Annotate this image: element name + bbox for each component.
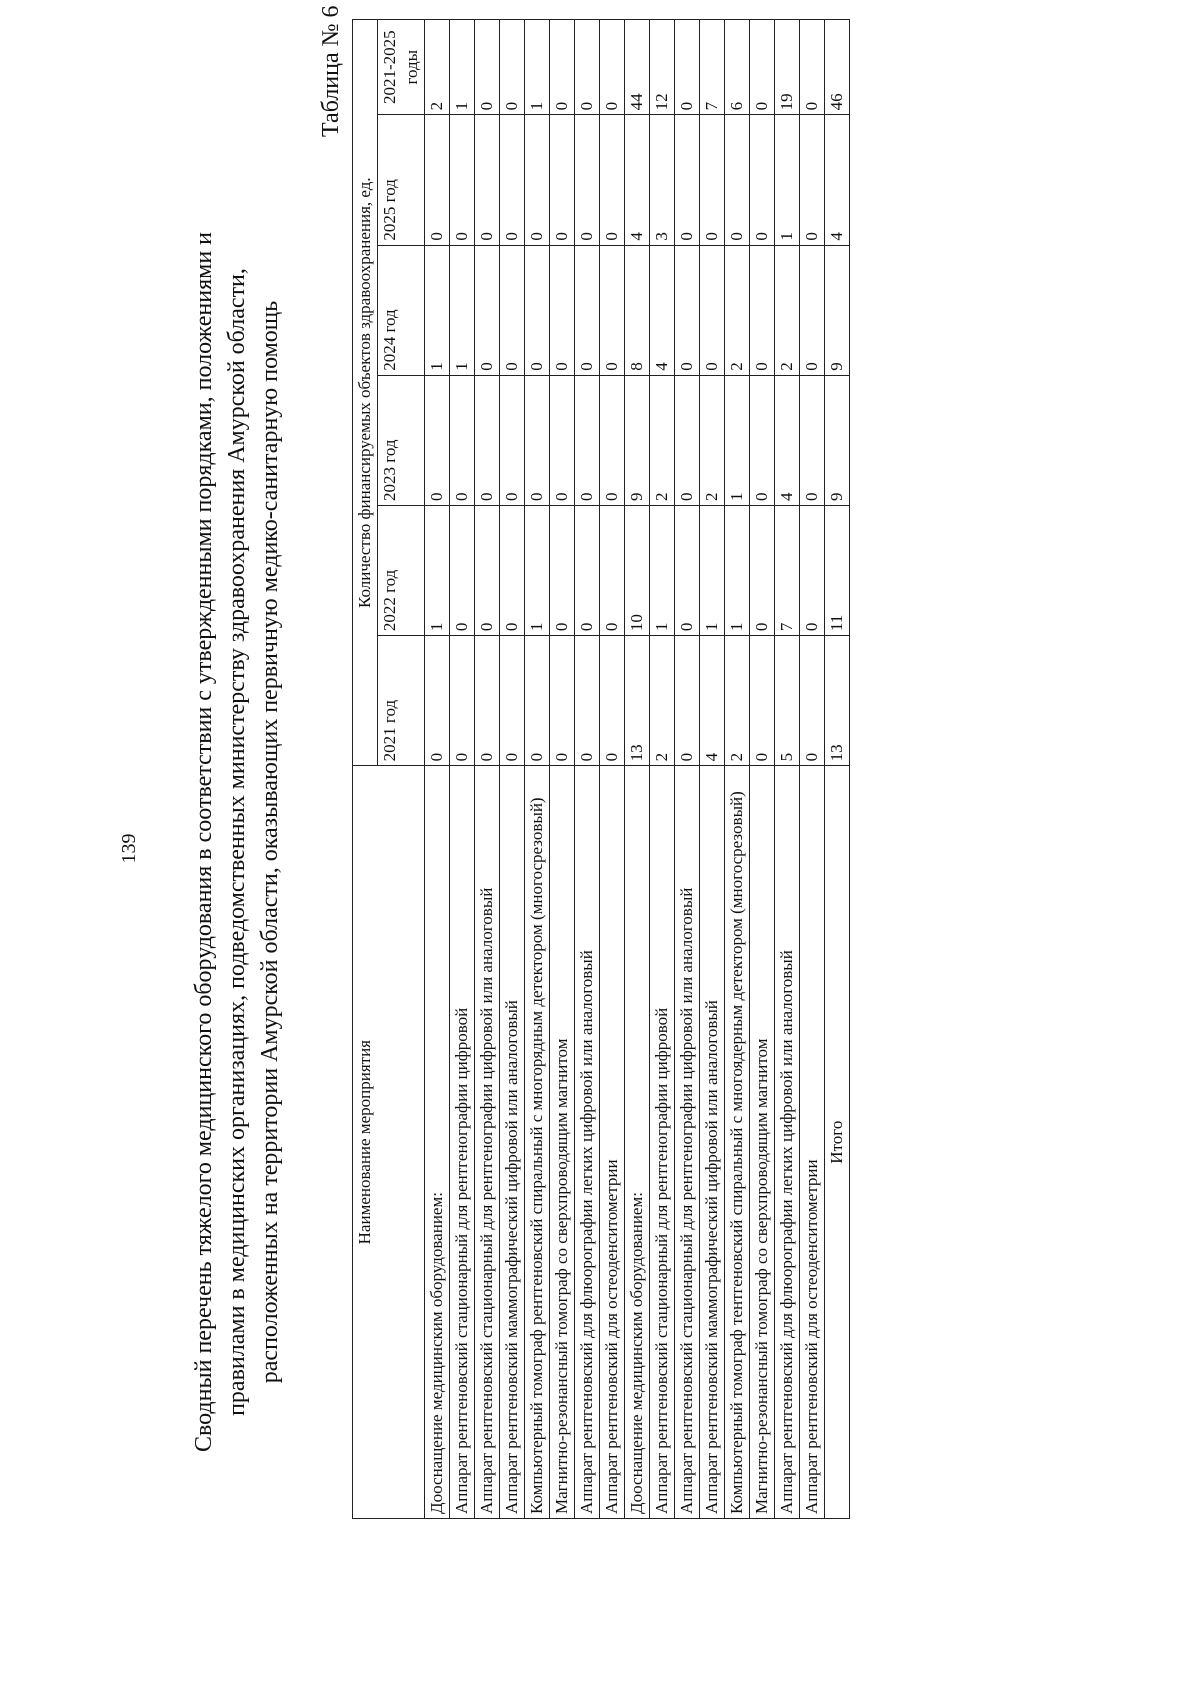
row-value: 0 bbox=[500, 375, 525, 505]
row-value: 2 bbox=[775, 245, 800, 375]
row-value: 1 bbox=[650, 505, 675, 635]
total-label: Итого bbox=[825, 766, 850, 1519]
row-value: 0 bbox=[750, 375, 775, 505]
row-value: 0 bbox=[425, 115, 450, 245]
row-value: 0 bbox=[525, 636, 550, 766]
row-value: 0 bbox=[500, 115, 525, 245]
row-name: Аппарат рентгеновский стационарный для рентгенографии цифровой или аналоговый bbox=[675, 766, 700, 1519]
table-row bbox=[750, 20, 775, 1519]
row-value: 2 bbox=[425, 20, 450, 115]
row-value: 4 bbox=[625, 115, 650, 245]
row-value: 2 bbox=[650, 375, 675, 505]
row-value: 0 bbox=[450, 375, 475, 505]
row-name: Компьютерный томограф рентгеновский спиральный с многорядным детектором (многосрезовый) bbox=[525, 766, 550, 1519]
header-year: 2025 год bbox=[378, 115, 425, 245]
header-year: 2021 год bbox=[378, 636, 425, 766]
table-row bbox=[500, 20, 525, 1519]
row-name: Магнитно-резонансный томограф со сверхпроводящим магнитом bbox=[550, 766, 575, 1519]
row-value: 1 bbox=[525, 20, 550, 115]
table-body bbox=[425, 20, 850, 1519]
row-value: 0 bbox=[475, 245, 500, 375]
document-title: Сводный перечень тяжелого медицинского оборудования в соответствии с утвержденными порядками, положениями и правилами в медицинских организациях, подведомственных министерству здравоохранения Амурской области, расположенных на территории Амурской области, оказывающих первичную медико-санитарную помощь bbox=[191, 231, 283, 1453]
table-row bbox=[650, 20, 675, 1519]
table-total-row bbox=[825, 20, 850, 1519]
row-value: 0 bbox=[675, 375, 700, 505]
row-name: Аппарат рентгеновский стационарный для рентгенографии цифровой или аналоговый bbox=[475, 766, 500, 1519]
row-name: Аппарат рентгеновский для остеоденситометрии bbox=[800, 766, 825, 1519]
header-year-total: 2021-2025 годы bbox=[378, 20, 425, 115]
row-value: 44 bbox=[625, 20, 650, 115]
row-value: 0 bbox=[475, 505, 500, 635]
row-value: 0 bbox=[750, 20, 775, 115]
table-row bbox=[450, 20, 475, 1519]
row-value: 12 bbox=[650, 20, 675, 115]
row-value: 0 bbox=[800, 115, 825, 245]
row-value: 0 bbox=[500, 636, 525, 766]
total-value: 11 bbox=[825, 505, 850, 635]
table-label: Таблица № 6 bbox=[318, 5, 344, 137]
row-value: 0 bbox=[450, 505, 475, 635]
table-row bbox=[575, 20, 600, 1519]
header-year: 2022 год bbox=[378, 505, 425, 635]
row-value: 0 bbox=[800, 375, 825, 505]
table-row bbox=[725, 20, 750, 1519]
row-value: 0 bbox=[675, 505, 700, 635]
row-value: 0 bbox=[425, 636, 450, 766]
row-name: Дооснащение медицинским оборудованием: bbox=[625, 766, 650, 1519]
row-value: 7 bbox=[700, 20, 725, 115]
row-value: 0 bbox=[800, 20, 825, 115]
row-value: 1 bbox=[425, 505, 450, 635]
total-value: 9 bbox=[825, 375, 850, 505]
row-value: 0 bbox=[600, 245, 625, 375]
row-value: 0 bbox=[575, 505, 600, 635]
row-value: 0 bbox=[575, 20, 600, 115]
table-row bbox=[475, 20, 500, 1519]
row-value: 0 bbox=[600, 375, 625, 505]
row-value: 0 bbox=[700, 245, 725, 375]
row-value: 0 bbox=[575, 375, 600, 505]
row-value: 0 bbox=[750, 245, 775, 375]
row-value: 0 bbox=[500, 20, 525, 115]
row-value: 0 bbox=[675, 636, 700, 766]
row-name: Компьютерный томограф тентгеновский спиральный с многоядерным детектором (многосрезовый) bbox=[725, 766, 750, 1519]
row-value: 2 bbox=[725, 636, 750, 766]
row-value: 0 bbox=[750, 505, 775, 635]
row-value: 0 bbox=[750, 115, 775, 245]
header-name: Наименование мероприятия bbox=[353, 766, 425, 1519]
header-year: 2023 год bbox=[378, 375, 425, 505]
equipment-table bbox=[352, 19, 850, 1519]
table-row bbox=[625, 20, 650, 1519]
page-number: 139 bbox=[118, 833, 140, 864]
row-value: 0 bbox=[575, 115, 600, 245]
table-row bbox=[425, 20, 450, 1519]
table-row bbox=[775, 20, 800, 1519]
row-name: Аппарат рентгеновский маммографический цифровой или аналоговый bbox=[700, 766, 725, 1519]
row-value: 9 bbox=[625, 375, 650, 505]
row-value: 13 bbox=[625, 636, 650, 766]
row-value: 0 bbox=[550, 505, 575, 635]
row-value: 0 bbox=[600, 20, 625, 115]
header-year: 2024 год bbox=[378, 245, 425, 375]
table-row bbox=[700, 20, 725, 1519]
row-value: 2 bbox=[650, 636, 675, 766]
total-value: 9 bbox=[825, 245, 850, 375]
table-row bbox=[800, 20, 825, 1519]
row-value: 0 bbox=[750, 636, 775, 766]
row-value: 4 bbox=[775, 375, 800, 505]
header-group: Количество финансируемых объектов здравоохранения, ед. bbox=[353, 20, 378, 766]
table-row bbox=[675, 20, 700, 1519]
row-value: 1 bbox=[725, 375, 750, 505]
row-value: 7 bbox=[775, 505, 800, 635]
row-value: 10 bbox=[625, 505, 650, 635]
row-value: 5 bbox=[775, 636, 800, 766]
row-name: Аппарат рентгеновский для остеоденситометрии bbox=[600, 766, 625, 1519]
row-value: 0 bbox=[550, 375, 575, 505]
row-value: 0 bbox=[475, 20, 500, 115]
row-value: 0 bbox=[525, 115, 550, 245]
row-name: Аппарат рентгеновский для флюорографии легких цифровой или аналоговый bbox=[775, 766, 800, 1519]
row-value: 1 bbox=[425, 245, 450, 375]
row-value: 4 bbox=[650, 245, 675, 375]
row-value: 0 bbox=[475, 115, 500, 245]
row-value: 0 bbox=[575, 636, 600, 766]
row-value: 0 bbox=[425, 375, 450, 505]
total-value: 4 bbox=[825, 115, 850, 245]
row-value: 0 bbox=[725, 115, 750, 245]
row-value: 1 bbox=[775, 115, 800, 245]
row-value: 0 bbox=[675, 115, 700, 245]
row-value: 0 bbox=[525, 245, 550, 375]
row-value: 0 bbox=[550, 20, 575, 115]
total-value: 13 bbox=[825, 636, 850, 766]
row-value: 0 bbox=[675, 20, 700, 115]
row-value: 0 bbox=[600, 636, 625, 766]
row-value: 0 bbox=[525, 375, 550, 505]
row-value: 4 bbox=[700, 636, 725, 766]
row-name: Магнитно-резонансный томограф со сверхпроводящим магнитом bbox=[750, 766, 775, 1519]
row-value: 0 bbox=[675, 245, 700, 375]
row-value: 3 bbox=[650, 115, 675, 245]
row-value: 0 bbox=[800, 505, 825, 635]
row-value: 0 bbox=[700, 115, 725, 245]
row-value: 1 bbox=[725, 505, 750, 635]
row-value: 0 bbox=[500, 245, 525, 375]
table-row bbox=[525, 20, 550, 1519]
row-value: 8 bbox=[625, 245, 650, 375]
row-value: 0 bbox=[575, 245, 600, 375]
table-header-row bbox=[353, 20, 378, 1519]
row-value: 0 bbox=[475, 636, 500, 766]
row-value: 1 bbox=[450, 245, 475, 375]
table-row bbox=[550, 20, 575, 1519]
row-value: 2 bbox=[725, 245, 750, 375]
row-value: 19 bbox=[775, 20, 800, 115]
table-row bbox=[600, 20, 625, 1519]
row-value: 0 bbox=[475, 375, 500, 505]
row-value: 0 bbox=[450, 636, 475, 766]
row-value: 0 bbox=[550, 245, 575, 375]
row-value: 1 bbox=[525, 505, 550, 635]
row-value: 1 bbox=[700, 505, 725, 635]
row-name: Аппарат рентгеновский стационарный для рентгенографии цифровой bbox=[650, 766, 675, 1519]
row-name: Аппарат рентгеновский маммографический цифровой или аналоговый bbox=[500, 766, 525, 1519]
row-value: 0 bbox=[500, 505, 525, 635]
row-name: Аппарат рентгеновский стационарный для рентгенографии цифровой bbox=[450, 766, 475, 1519]
row-value: 0 bbox=[450, 115, 475, 245]
row-value: 2 bbox=[700, 375, 725, 505]
row-value: 0 bbox=[550, 636, 575, 766]
row-value: 0 bbox=[600, 505, 625, 635]
row-value: 0 bbox=[550, 115, 575, 245]
row-value: 0 bbox=[800, 245, 825, 375]
total-value: 46 bbox=[825, 20, 850, 115]
row-name: Аппарат рентгеновский для флюорографии легких цифровой или аналоговый bbox=[575, 766, 600, 1519]
row-value: 1 bbox=[450, 20, 475, 115]
row-value: 0 bbox=[600, 115, 625, 245]
row-value: 6 bbox=[725, 20, 750, 115]
row-value: 0 bbox=[800, 636, 825, 766]
row-name: Дооснащение медицинским оборудованием: bbox=[425, 766, 450, 1519]
